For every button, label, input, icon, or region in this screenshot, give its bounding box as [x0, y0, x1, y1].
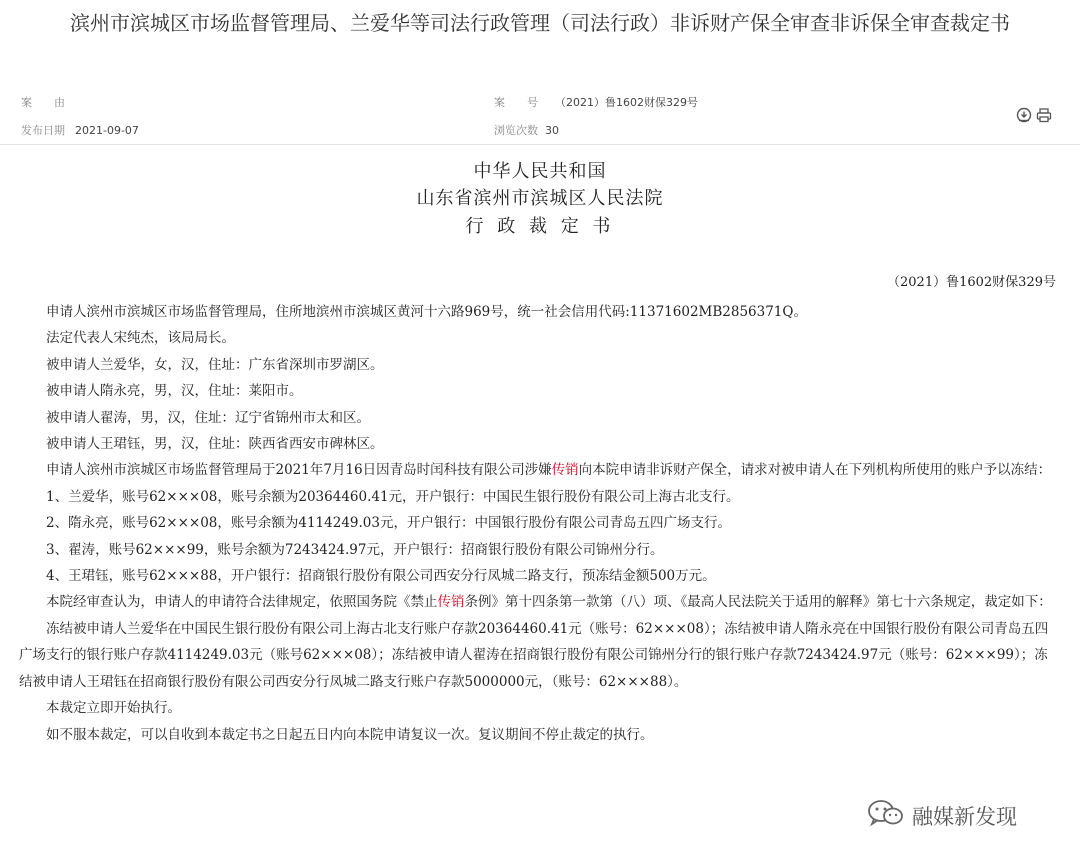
page-title: 滨州市滨城区市场监督管理局、兰爱华等司法行政管理（司法行政）非诉财产保全审查非诉保全审查裁定书 — [70, 11, 1010, 35]
meta-divider — [0, 144, 1080, 145]
paragraph-respondent-4: 被申请人王珺钰，男，汉，住址：陕西省西安市碑林区。 — [46, 436, 384, 453]
case-value: （2021）鲁1602财保329号 — [555, 96, 698, 109]
document-body — [19, 299, 1057, 748]
highlight-keyword: 传销 — [437, 594, 465, 611]
case-label: 案 号 — [494, 96, 538, 109]
highlight-keyword: 传销 — [551, 462, 579, 479]
paragraph-account-1: 1、兰爱华，账号62×××08，账号余额为20364460.41元，开户银行：中国民生银行股份有限公司上海古北支行。 — [46, 488, 740, 505]
paragraph-respondent-1: 被申请人兰爱华，女，汉，住址：广东省深圳市罗湖区。 — [46, 356, 384, 373]
paragraph-legal-rep: 法定代表人宋纯杰，该局局长。 — [46, 330, 235, 347]
paragraph-appeal: 如不服本裁定，可以自收到本裁定书之日起五日内向本院申请复议一次。复议期间不停止裁定的执行。 — [46, 726, 654, 743]
paragraph-reasoning — [19, 589, 1057, 615]
views-label: 浏览次数 — [494, 124, 538, 137]
reasoning-text-a: 本院经审查认为，申请人的申请符合法律规定，依照国务院《禁止 — [46, 594, 438, 611]
doc-header-court: 山东省滨州市滨城区人民法院 — [416, 188, 664, 209]
print-icon[interactable] — [1036, 107, 1052, 123]
views-value: 30 — [545, 124, 559, 137]
reasoning-text-b: 条例》第十四条第一款第（八）项、《最高人民法院关于适用的解释》第七十六条规定，裁定如下： — [464, 594, 1052, 611]
paragraph-respondent-2: 被申请人隋永亮，男，汉，住址：莱阳市。 — [46, 383, 303, 400]
doc-header-country: 中华人民共和国 — [473, 161, 607, 182]
watermark-text: 融媒新发现 — [912, 804, 1017, 829]
doc-header-type: 行 政 裁 定 书 — [465, 216, 615, 237]
doc-case-number: （2021）鲁1602财保329号 — [887, 275, 1056, 290]
request-text-b: 向本院申请非诉财产保全，请求对被申请人在下列机构所使用的账户予以冻结： — [578, 462, 1052, 479]
paragraph-ruling: 冻结被申请人兰爱华在中国民生银行股份有限公司上海古北支行账户存款20364460.41元（账号：62×××08）；冻结被申请人隋永亮在中国银行股份有限公司青岛五四广场支行的银行账户存款4114249.03元（账号62×××08）；冻结被申请人翟涛在招商银行股份有限公司锦州分行的银行账户存款7243424.97元（账号：62×××99）；冻结被申请人王珺钰在招商银行股份有限公司西安分行凤城二路支行账户存款5000000元，（账号：62×××88）。 — [19, 620, 1049, 690]
request-text-a: 申请人滨州市滨城区市场监督管理局于2021年7月16日因青岛时闰科技有限公司涉嫌 — [46, 462, 552, 479]
publish-date-label: 发布日期 — [21, 124, 65, 137]
download-icon[interactable] — [1016, 107, 1032, 123]
paragraph-account-3: 3、翟涛，账号62×××99，账号余额为7243424.97元，开户银行：招商银行股份有限公司锦州分行。 — [46, 541, 664, 558]
paragraph-account-2: 2、隋永亮，账号62×××08，账号余额为4114249.03元，开户银行：中国银行股份有限公司青岛五四广场支行。 — [46, 515, 731, 532]
paragraph-request — [19, 457, 1057, 483]
paragraph-respondent-3: 被申请人翟涛，男，汉，住址：辽宁省锦州市太和区。 — [46, 409, 370, 426]
paragraph-applicant: 申请人滨州市滨城区市场监督管理局，住所地滨州市滨城区黄河十六路969号，统一社会信用代码:11371602MB2856371Q。 — [46, 304, 807, 320]
publish-date-value: 2021-09-07 — [75, 124, 139, 137]
toolbar-icons — [1016, 107, 1052, 123]
cause-label: 案 由 — [21, 96, 65, 109]
watermark — [862, 796, 1021, 835]
wechat-icon — [866, 798, 906, 833]
paragraph-account-4: 4、王珺钰，账号62×××88，开户银行：招商银行股份有限公司西安分行凤城二路支行，预冻结金额500万元。 — [46, 568, 716, 585]
paragraph-effective: 本裁定立即开始执行。 — [46, 700, 181, 717]
